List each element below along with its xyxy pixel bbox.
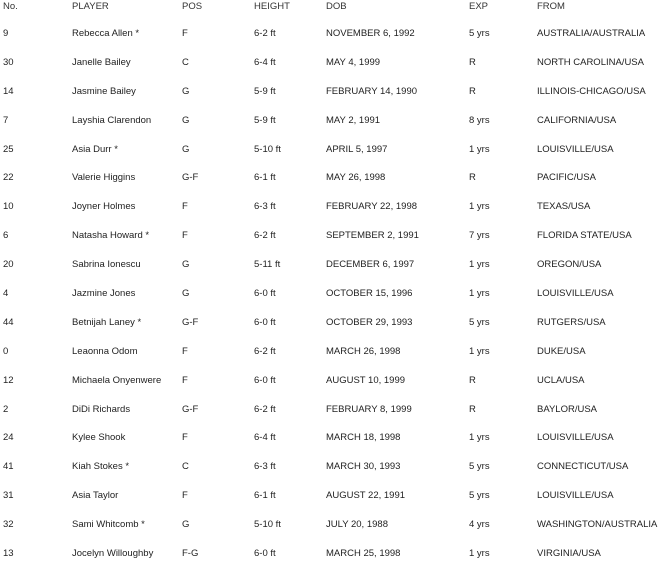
cell-from: OREGON/USA xyxy=(537,259,602,271)
cell-position: F xyxy=(182,201,188,213)
cell-experience: 8 yrs xyxy=(469,114,490,126)
roster-header xyxy=(0,0,669,19)
cell-experience: 1 yrs xyxy=(469,287,490,299)
cell-number: 9 xyxy=(3,27,9,39)
cell-number: 20 xyxy=(3,259,14,271)
cell-position: G-F xyxy=(182,172,199,184)
cell-dob: MAY 2, 1991 xyxy=(326,114,381,126)
cell-player: Leaonna Odom xyxy=(72,345,138,357)
cell-height: 6-0 ft xyxy=(254,374,276,386)
cell-number: 31 xyxy=(3,490,14,502)
cell-experience: R xyxy=(469,172,476,184)
cell-from: ILLINOIS-CHICAGO/USA xyxy=(537,85,646,97)
cell-player: Betnijah Laney * xyxy=(72,316,142,328)
cell-from: PACIFIC/USA xyxy=(537,172,596,184)
cell-experience: 5 yrs xyxy=(469,461,490,473)
cell-player: Janelle Bailey xyxy=(72,56,131,68)
cell-dob: APRIL 5, 1997 xyxy=(326,143,388,155)
cell-number: 22 xyxy=(3,172,14,184)
cell-player: Asia Taylor xyxy=(72,490,119,502)
cell-position: F-G xyxy=(182,547,199,559)
cell-position: C xyxy=(182,461,189,473)
cell-position: G xyxy=(182,85,190,97)
cell-dob: MARCH 30, 1993 xyxy=(326,461,401,473)
cell-dob: NOVEMBER 6, 1992 xyxy=(326,27,415,39)
cell-experience: 1 yrs xyxy=(469,201,490,213)
cell-number: 25 xyxy=(3,143,14,155)
cell-experience: 7 yrs xyxy=(469,230,490,242)
cell-player: DiDi Richards xyxy=(72,403,131,415)
table-row xyxy=(0,452,669,481)
cell-height: 5-10 ft xyxy=(254,143,281,155)
roster-body xyxy=(0,19,669,568)
cell-from: TEXAS/USA xyxy=(537,201,591,213)
cell-dob: MARCH 26, 1998 xyxy=(326,345,401,357)
cell-from: RUTGERS/USA xyxy=(537,316,606,328)
table-row xyxy=(0,481,669,510)
cell-number: 44 xyxy=(3,316,14,328)
cell-position: F xyxy=(182,374,188,386)
cell-player: Michaela Onyenwere xyxy=(72,374,162,386)
cell-height: 6-1 ft xyxy=(254,172,276,184)
cell-number: 6 xyxy=(3,230,9,242)
cell-number: 13 xyxy=(3,547,14,559)
cell-height: 6-4 ft xyxy=(254,432,276,444)
table-row xyxy=(0,539,669,568)
cell-number: 12 xyxy=(3,374,14,386)
cell-player: Jazmine Jones xyxy=(72,287,136,299)
cell-height: 6-4 ft xyxy=(254,56,276,68)
cell-dob: MAY 4, 1999 xyxy=(326,56,381,68)
cell-position: G xyxy=(182,519,190,531)
cell-position: G xyxy=(182,259,190,271)
cell-player: Jasmine Bailey xyxy=(72,85,136,97)
cell-number: 10 xyxy=(3,201,14,213)
header-player: PLAYER xyxy=(72,1,109,12)
cell-player: Kiah Stokes * xyxy=(72,461,130,473)
cell-position: F xyxy=(182,345,188,357)
table-row xyxy=(0,192,669,221)
cell-player: Valerie Higgins xyxy=(72,172,136,184)
cell-number: 41 xyxy=(3,461,14,473)
cell-position: G-F xyxy=(182,403,199,415)
cell-player: Natasha Howard * xyxy=(72,230,150,242)
table-row xyxy=(0,308,669,337)
cell-height: 6-0 ft xyxy=(254,287,276,299)
table-row xyxy=(0,19,669,48)
cell-number: 7 xyxy=(3,114,9,126)
table-row xyxy=(0,135,669,164)
cell-number: 14 xyxy=(3,85,14,97)
header-from: FROM xyxy=(537,1,565,12)
header-row xyxy=(0,0,669,19)
cell-from: AUSTRALIA/AUSTRALIA xyxy=(537,27,646,39)
table-row xyxy=(0,423,669,452)
table-row xyxy=(0,250,669,279)
cell-player: Sabrina Ionescu xyxy=(72,259,141,271)
cell-from: LOUISVILLE/USA xyxy=(537,432,614,444)
cell-from: LOUISVILLE/USA xyxy=(537,143,614,155)
header-height: HEIGHT xyxy=(254,1,290,12)
cell-dob: AUGUST 10, 1999 xyxy=(326,374,406,386)
cell-dob: SEPTEMBER 2, 1991 xyxy=(326,230,419,242)
cell-dob: AUGUST 22, 1991 xyxy=(326,490,406,502)
cell-from: DUKE/USA xyxy=(537,345,586,357)
cell-number: 24 xyxy=(3,432,14,444)
cell-height: 6-2 ft xyxy=(254,230,276,242)
table-row xyxy=(0,510,669,539)
cell-position: F xyxy=(182,432,188,444)
cell-experience: 5 yrs xyxy=(469,27,490,39)
cell-position: F xyxy=(182,230,188,242)
table-row xyxy=(0,395,669,424)
cell-number: 0 xyxy=(3,345,9,357)
cell-dob: MARCH 18, 1998 xyxy=(326,432,401,444)
cell-experience: 1 yrs xyxy=(469,345,490,357)
cell-dob: FEBRUARY 22, 1998 xyxy=(326,201,418,213)
table-row xyxy=(0,48,669,77)
cell-from: VIRGINIA/USA xyxy=(537,547,601,559)
cell-player: Sami Whitcomb * xyxy=(72,519,145,531)
cell-from: LOUISVILLE/USA xyxy=(537,287,614,299)
cell-position: G xyxy=(182,287,190,299)
cell-experience: 1 yrs xyxy=(469,547,490,559)
cell-player: Kylee Shook xyxy=(72,432,126,444)
cell-player: Rebecca Allen * xyxy=(72,27,140,39)
cell-height: 5-10 ft xyxy=(254,519,281,531)
cell-height: 5-11 ft xyxy=(254,259,281,271)
cell-height: 6-2 ft xyxy=(254,403,276,415)
cell-experience: R xyxy=(469,374,476,386)
cell-dob: MARCH 25, 1998 xyxy=(326,547,401,559)
cell-from: WASHINGTON/AUSTRALIA xyxy=(537,519,658,531)
cell-dob: MAY 26, 1998 xyxy=(326,172,386,184)
cell-player: Joyner Holmes xyxy=(72,201,136,213)
cell-from: CALIFORNIA/USA xyxy=(537,114,617,126)
cell-dob: OCTOBER 15, 1996 xyxy=(326,287,413,299)
cell-height: 6-2 ft xyxy=(254,345,276,357)
header-position: POS xyxy=(182,1,203,12)
cell-experience: 1 yrs xyxy=(469,432,490,444)
cell-position: C xyxy=(182,56,189,68)
cell-height: 5-9 ft xyxy=(254,85,276,97)
cell-from: FLORIDA STATE/USA xyxy=(537,230,632,242)
cell-height: 6-0 ft xyxy=(254,316,276,328)
cell-player: Asia Durr * xyxy=(72,143,118,155)
header-dob: DOB xyxy=(326,1,347,12)
cell-height: 6-1 ft xyxy=(254,490,276,502)
table-row xyxy=(0,77,669,106)
cell-player: Jocelyn Willoughby xyxy=(72,547,154,559)
cell-position: F xyxy=(182,27,188,39)
cell-height: 6-3 ft xyxy=(254,461,276,473)
cell-from: BAYLOR/USA xyxy=(537,403,598,415)
header-number: No. xyxy=(3,1,18,12)
cell-height: 5-9 ft xyxy=(254,114,276,126)
table-row xyxy=(0,221,669,250)
cell-position: G-F xyxy=(182,316,199,328)
cell-height: 6-0 ft xyxy=(254,547,276,559)
table-row xyxy=(0,366,669,395)
cell-dob: OCTOBER 29, 1993 xyxy=(326,316,413,328)
cell-from: CONNECTICUT/USA xyxy=(537,461,629,473)
cell-experience: R xyxy=(469,403,476,415)
cell-position: F xyxy=(182,490,188,502)
cell-height: 6-3 ft xyxy=(254,201,276,213)
cell-position: G xyxy=(182,114,190,126)
cell-experience: R xyxy=(469,85,476,97)
cell-dob: FEBRUARY 8, 1999 xyxy=(326,403,412,415)
cell-number: 30 xyxy=(3,56,14,68)
cell-number: 2 xyxy=(3,403,9,415)
cell-from: LOUISVILLE/USA xyxy=(537,490,614,502)
cell-from: UCLA/USA xyxy=(537,374,585,386)
cell-experience: 5 yrs xyxy=(469,490,490,502)
cell-player: Layshia Clarendon xyxy=(72,114,152,126)
cell-height: 6-2 ft xyxy=(254,27,276,39)
cell-dob: JULY 20, 1988 xyxy=(326,519,388,531)
table-row xyxy=(0,279,669,308)
cell-experience: 4 yrs xyxy=(469,519,490,531)
cell-experience: R xyxy=(469,56,476,68)
cell-dob: FEBRUARY 14, 1990 xyxy=(326,85,418,97)
cell-experience: 5 yrs xyxy=(469,316,490,328)
cell-experience: 1 yrs xyxy=(469,259,490,271)
cell-number: 32 xyxy=(3,519,14,531)
header-experience: EXP xyxy=(469,1,489,12)
cell-experience: 1 yrs xyxy=(469,143,490,155)
table-row xyxy=(0,337,669,366)
cell-number: 4 xyxy=(3,287,9,299)
cell-from: NORTH CAROLINA/USA xyxy=(537,56,644,68)
cell-position: G xyxy=(182,143,190,155)
table-row xyxy=(0,106,669,135)
table-row xyxy=(0,163,669,192)
cell-dob: DECEMBER 6, 1997 xyxy=(326,259,415,271)
